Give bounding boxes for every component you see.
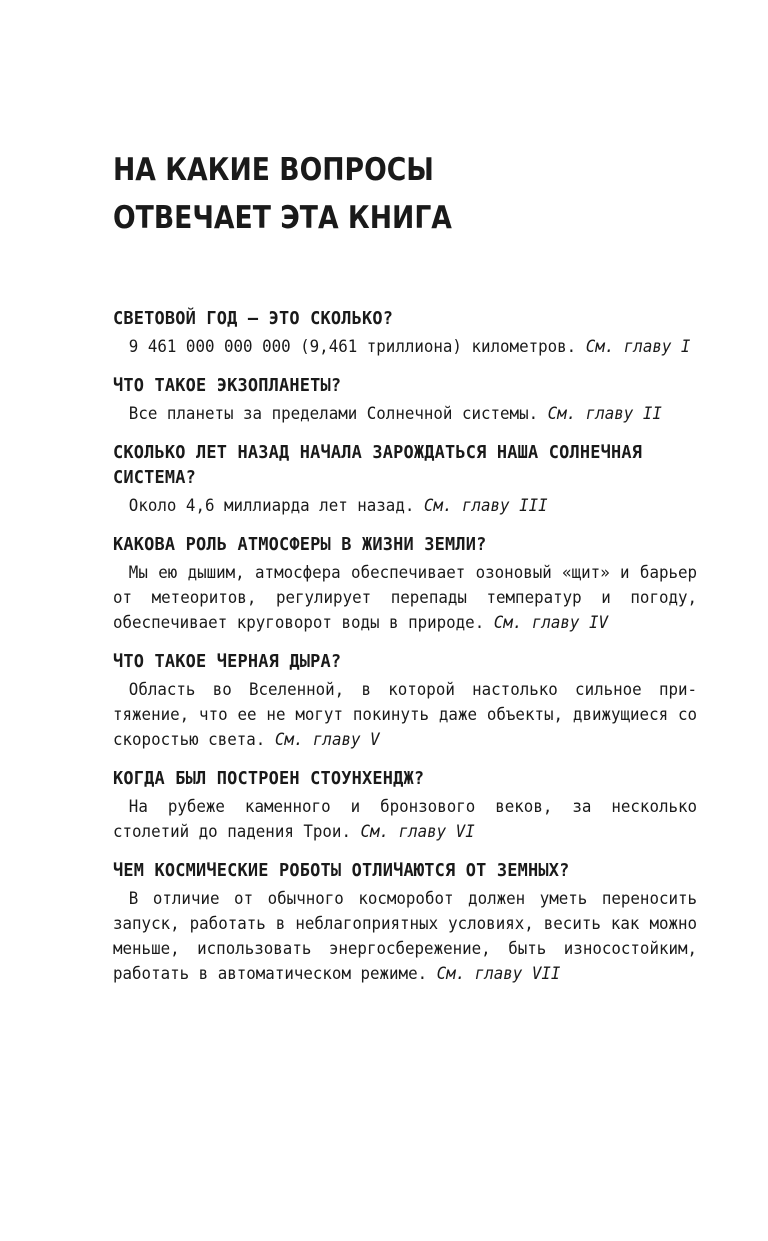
question-heading: ЧТО ТАКОЕ ЭКЗОПЛАНЕТЫ? [113,375,342,396]
question-heading: КОГДА БЫЛ ПОСТРОЕН СТОУНХЕНДЖ? [113,768,425,789]
answer-body: Область во Вселенной, в которой настолько сильное притяжение, что ее не могут покинуть даже объекты, движущиеся со скоростью света. [113,680,698,750]
qa-item [113,858,697,987]
question-heading: ЧЕМ КОСМИЧЕСКИЕ РОБОТЫ ОТЛИЧАЮТСЯ ОТ ЗЕМНЫХ? [113,860,570,881]
qa-item [113,766,697,845]
answer-text [113,561,697,636]
chapter-reference: См. главу IV [493,613,608,633]
answer-text [113,494,697,519]
answer-body: На рубеже каменного и бронзового веков, за несколько столетий до падения Трои. [113,797,698,842]
chapter-reference: См. главу I [585,337,691,357]
page-title-line-2: ОТВЕЧАЕТ ЭТА КНИГА [113,200,452,236]
qa-item [113,649,697,753]
page-title-line-1: НА КАКИЕ ВОПРОСЫ [113,152,434,188]
answer-text [113,887,697,987]
chapter-reference: См. главу VI [360,822,475,842]
qa-item [113,373,697,427]
answer-body: В отличие от обычного косморобот должен уметь переносить запуск, работать в неблагоприятных условиях, весить как можно меньше, использовать энергосбережение, быть износостойким, работать в автоматическом режиме. [113,889,698,984]
book-page [113,146,698,984]
chapter-reference: См. главу II [547,404,662,424]
question-heading: КАКОВА РОЛЬ АТМОСФЕРЫ В ЖИЗНИ ЗЕМЛИ? [113,534,487,555]
answer-body: Около 4,6 миллиарда лет назад. [128,496,415,516]
question-heading: СВЕТОВОЙ ГОД — ЭТО СКОЛЬКО? [113,308,394,329]
answer-text [113,335,697,360]
answer-text [113,402,697,427]
qa-item [113,440,697,519]
qa-item [113,532,697,636]
question-heading: ЧТО ТАКОЕ ЧЕРНАЯ ДЫРА? [113,651,342,672]
chapter-reference: См. главу VII [436,964,561,984]
answer-body: 9 461 000 000 000 (9,461 триллиона) километров. [128,337,577,357]
answer-text [113,678,697,753]
chapter-reference: См. главу III [423,496,548,516]
chapter-reference: См. главу V [274,730,380,750]
question-heading: СКОЛЬКО ЛЕТ НАЗАД НАЧАЛА ЗАРОЖДАТЬСЯ НАША СОЛНЕЧНАЯ СИСТЕМА? [113,442,643,488]
answer-body: Мы ею дышим, атмосфера обеспечивает озоновый «щит» и барьер от метеоритов, регулирует перепады температур и погоду, обеспечивает круговорот воды в природе. [113,563,698,633]
answer-text [113,795,697,845]
page-title [113,146,615,242]
question-answer-list [113,306,697,1000]
qa-item [113,306,697,360]
answer-body: Все планеты за пределами Солнечной системы. [128,404,539,424]
